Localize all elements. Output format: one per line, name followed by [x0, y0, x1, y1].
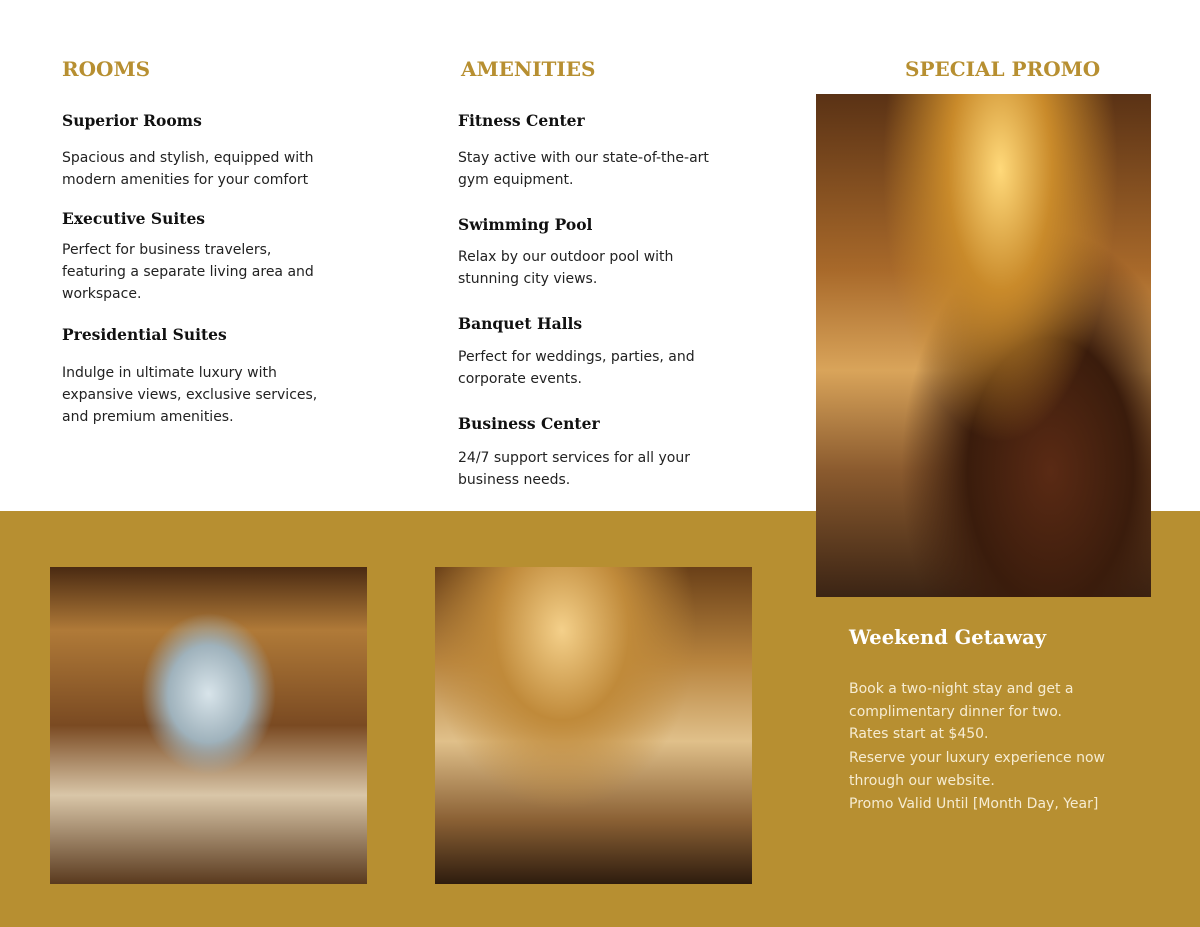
room-desc: Spacious and stylish, equipped with modern amenities for your comfort — [62, 150, 314, 188]
restaurant-dinner-image — [816, 94, 1151, 597]
room-name: Presidential Suites — [62, 325, 227, 344]
room-name: Superior Rooms — [62, 111, 202, 130]
promo-line: Rates start at $450. — [849, 726, 989, 742]
spa-lounge-image — [435, 567, 752, 884]
amenity-desc: Stay active with our state-of-the-art gym equipment. — [458, 150, 709, 188]
amenity-desc: 24/7 support services for all your business needs. — [458, 450, 690, 488]
promo-line: Reserve your luxury experience now through our website. — [849, 750, 1105, 789]
amenity-name: Banquet Halls — [458, 314, 583, 333]
promo-line: Promo Valid Until [Month Day, Year] — [849, 796, 1099, 812]
promo-title: SPECIAL PROMO — [905, 57, 1101, 81]
amenity-desc: Relax by our outdoor pool with stunning city views. — [458, 249, 674, 287]
room-desc: Indulge in ultimate luxury with expansive views, exclusive services, and premium amenities. — [62, 365, 318, 425]
amenity-name: Business Center — [458, 414, 600, 433]
promo-heading: Weekend Getaway — [849, 626, 1047, 649]
amenity-name: Swimming Pool — [458, 215, 593, 234]
amenity-desc: Perfect for weddings, parties, and corporate events. — [458, 349, 695, 387]
amenities-title: AMENITIES — [461, 57, 596, 81]
bedroom-suite-image — [50, 567, 367, 884]
rooms-title: ROOMS — [62, 57, 151, 81]
room-desc: Perfect for business travelers, featuring a separate living area and workspace. — [62, 242, 314, 302]
promo-line: Book a two-night stay and get a complimentary dinner for two. — [849, 681, 1074, 720]
amenity-name: Fitness Center — [458, 111, 585, 130]
room-name: Executive Suites — [62, 209, 206, 228]
